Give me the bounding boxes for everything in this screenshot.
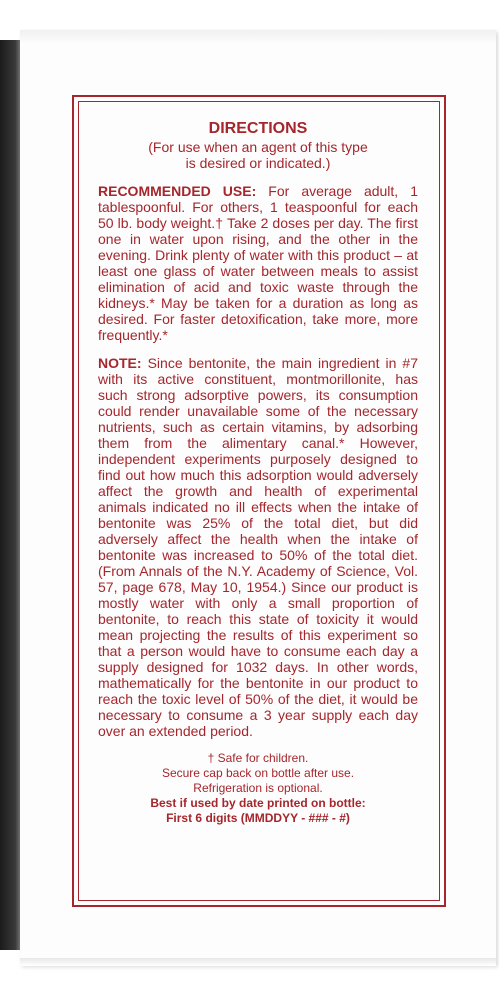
directions-title: DIRECTIONS — [208, 120, 308, 137]
directions-panel — [98, 120, 418, 826]
footer-date-format: First 6 digits (MMDDYY - ### - #) — [166, 811, 350, 825]
directions-subtitle — [98, 139, 418, 171]
box-side-shadow — [0, 40, 22, 950]
footer-best-if-used-by: Best if used by date printed on bottle: — [150, 796, 366, 810]
footer-secure-cap: Secure cap back on bottle after use. — [161, 766, 355, 780]
recommended-use-label: RECOMMENDED USE: — [98, 183, 257, 199]
box-top-edge — [20, 30, 496, 44]
note-text: Since bentonite, the main ingredient in #7 with its active constituent, montmorillonite, has such strong adsorptive powers, its consumption could render unavailable some of the necessary nutrients, such as certain vitamins, by adsorbing them from the alimentary canal.* However, independent experiments purposely designed to find out how much this adsorption would adversely affect the growth and health of experimental animals indicated no ill effects when the intake of bentonite was 25% of the total diet, but did adversely affect the health when the intake of bentonite was increased to 50% of the total diet. (From Annals of the N.Y. Academy of Science, Vol. 57, page 678, May 10, 1954.) Since our product is mostly water with only a small proportion of bentonite, to reach this state of toxicity it would mean projecting the results of this experiment so that a person would have to consume each day a supply designed for 1032 days. In other words, mathematically for the bentonite in our product to reach the toxic level of 50% of the diet, it would be necessary to consume a 3 year supply each day over an extended period. — [98, 355, 418, 739]
recommended-use-paragraph — [98, 183, 418, 343]
subtitle-line-2: is desired or indicated.) — [185, 155, 331, 171]
footer-safe-for-children: † Safe for children. — [207, 751, 309, 765]
footer-refrigeration: Refrigeration is optional. — [193, 781, 323, 795]
subtitle-line-1: (For use when an agent of this type — [148, 139, 368, 155]
note-paragraph — [98, 355, 418, 739]
recommended-use-text: For average adult, 1 tablespoonful. For others, 1 teaspoonful for each 50 lb. body weight.† Take 2 doses per day. The first one in water upon rising, and the other in the evening. Drink plenty of water with this product – at least one glass of water between meals to assist elimination of acid and toxic waste through the kidneys.* May be taken for a duration as long as desired. For faster detoxification, take more, more frequently.* — [98, 183, 419, 343]
note-label: NOTE: — [98, 355, 142, 371]
box-bottom-edge — [20, 958, 496, 966]
